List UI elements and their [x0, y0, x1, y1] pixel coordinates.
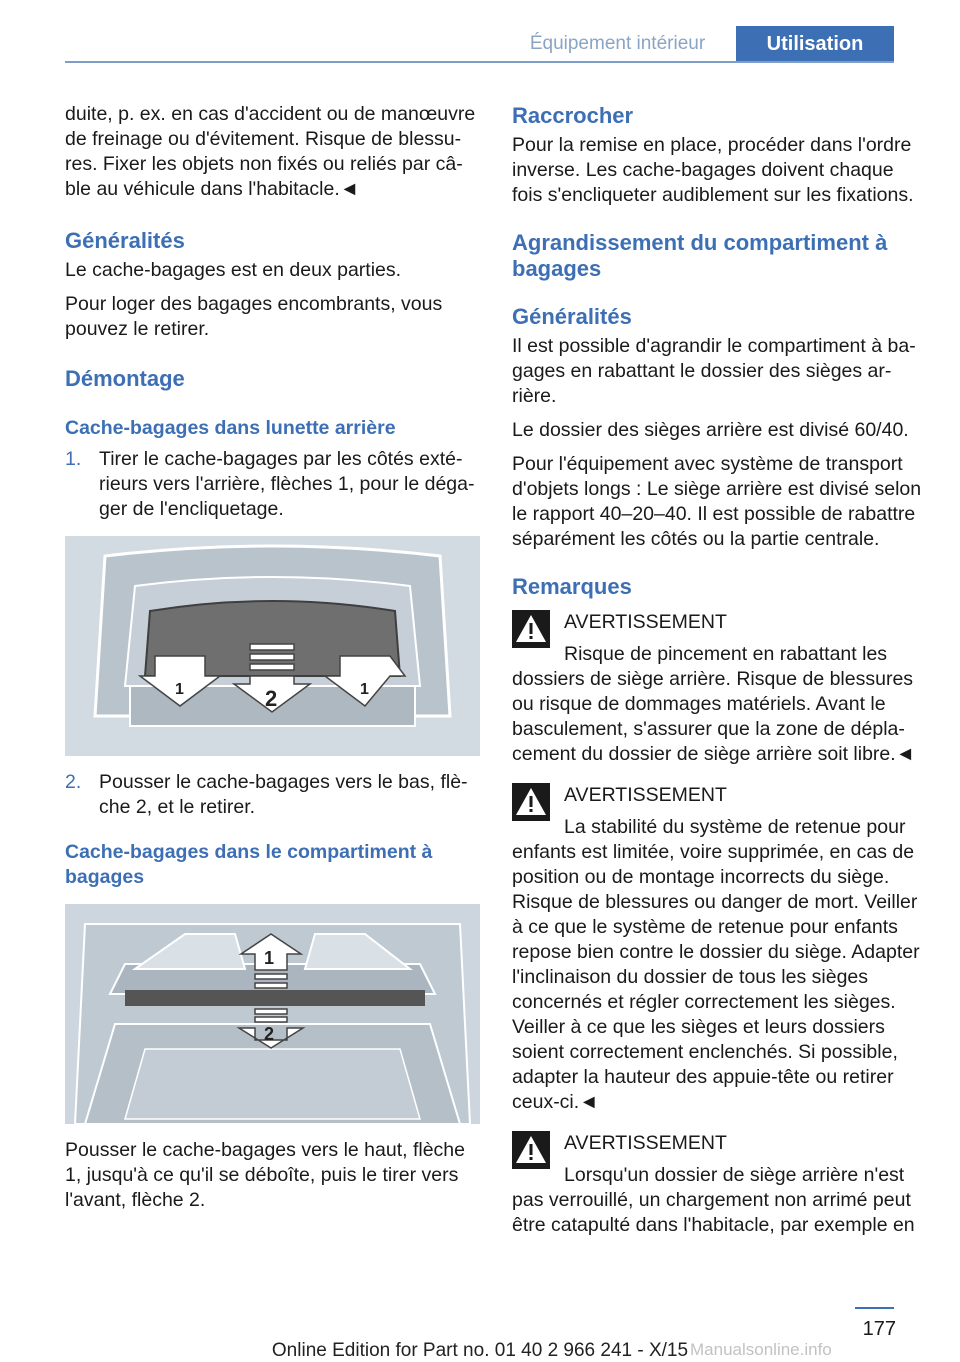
subheading-compartiment: Cache-bagages dans le compartiment à bagages [65, 841, 433, 888]
heading-generalites-2: Généralités [512, 304, 632, 329]
footer-divider [855, 1307, 894, 1309]
arrow-label: 2 [264, 1024, 275, 1044]
subheading-lunette: Cache-bagages dans lunette arrière [65, 417, 396, 439]
heading-remarques: Remarques [512, 574, 632, 599]
paragraph: Pour l'équipement avec système de transport d'objets longs : Le siège arrière est divisé selon le rapport 40–20–40. Il est possible de rabattre séparément les côtés ou la partie centrale. [512, 453, 922, 550]
arrow-label: 1 [360, 681, 369, 698]
heading-agrandissement: Agrandissement du compartiment à bagages [512, 230, 888, 281]
heading-demontage: Démontage [65, 366, 185, 391]
step-number: 1. [65, 448, 82, 470]
warning-title: AVERTISSEMENT [564, 784, 727, 806]
header-section-label: Équipement intérieur [529, 33, 706, 54]
left-column [65, 100, 481, 1213]
header-divider [65, 61, 894, 63]
arrow-label: 2 [265, 686, 278, 711]
warning-first-line: Risque de pincement en rabattant les [564, 643, 888, 665]
trunk-illustration-2 [65, 904, 480, 1124]
warning-triangle-icon [512, 610, 550, 648]
warning-first-line: Lorsqu'un dossier de siège arrière n'est [564, 1164, 905, 1186]
page-header [0, 0, 960, 62]
footer-edition: Online Edition for Part no. 01 40 2 966 241 - X/15 [271, 1340, 689, 1361]
step-text: Pousser le cache-bagages vers le bas, flèche 2, et le retirer. [99, 771, 468, 818]
paragraph: Pousser le cache-bagages vers le haut, flèche 1, jusqu'à ce qu'il se déboîte, puis le tirer vers l'avant, flèche 2. [65, 1139, 465, 1211]
warning-text: enfants est limitée, voire supprimée, en cas de position ou de montage incorrects du siège. Risque de blessures ou danger de mort. Veiller à ce que le système de retenue pour enfants repose bien contre le dossier du siège. Adapter l'inclinaison du dossier de tous les sièges concernés et régler correctement les sièges. Veiller à ce que les sièges et leurs dossiers soient correctement enclenchés. Si possible, adapter la hauteur des appuie-tête ou retirer ceux-ci.◄ [512, 841, 920, 1113]
warning-block-2 [512, 783, 926, 840]
step-text: Tirer le cache-bagages par les côtés extérieurs vers l'arrière, flèches 1, pour le dégager de l'encliquetage. [99, 448, 475, 520]
warning-first-line: La stabilité du système de retenue pour [564, 816, 906, 838]
heading-generalites: Généralités [65, 228, 185, 253]
paragraph: Pour loger des bagages encombrants, vous pouvez le retirer. [65, 293, 443, 340]
arrow-label: 1 [175, 681, 184, 698]
paragraph: Le dossier des sièges arrière est divisé 60/40. [512, 419, 909, 441]
watermark: Manualsonline.info [690, 1340, 832, 1359]
paragraph: Il est possible d'agrandir le compartiment à bagages en rabattant le dossier des sièges arrière. [512, 335, 916, 407]
heading-raccrocher: Raccrocher [512, 103, 634, 128]
warning-text: pas verrouillé, un chargement non arrimé peut être catapulté dans l'habitacle, par exemple en [512, 1189, 915, 1236]
paragraph: Pour la remise en place, procéder dans l'ordre inverse. Les cache-bagages doivent chaque fois s'encliqueter audiblement sur les fixations. [512, 134, 914, 206]
paragraph: Le cache-bagages est en deux parties. [65, 259, 402, 281]
trunk-illustration-1 [65, 536, 480, 756]
warning-title: AVERTISSEMENT [564, 1132, 727, 1154]
arrow-label: 1 [264, 948, 275, 968]
figure-trunk-cover-rear [65, 536, 480, 756]
right-column [512, 100, 926, 1238]
continued-paragraph: duite, p. ex. en cas d'accident ou de manœuvre de freinage ou d'évitement. Risque de blessures. Fixer les objets non fixés ou reliés par câble au véhicule dans l'habitacle.◄ [65, 103, 476, 200]
warning-title: AVERTISSEMENT [564, 611, 727, 633]
page-number: 177 [862, 1318, 896, 1340]
step-number: 2. [65, 771, 82, 793]
figure-trunk-cover-compartment [65, 904, 480, 1124]
warning-block-1 [512, 610, 926, 667]
warning-triangle-icon [512, 1131, 550, 1169]
step-1 [65, 447, 481, 522]
step-2 [65, 770, 481, 820]
warning-triangle-icon [512, 783, 550, 821]
header-active-tab[interactable]: Utilisation [736, 26, 894, 62]
warning-text: dossiers de siège arrière. Risque de blessures ou risque de dommages matériels. Avant le basculement, s'assurer que la zone de déplacement du dossier de siège arrière soit libre.◄ [512, 668, 915, 765]
warning-block-3 [512, 1131, 926, 1188]
